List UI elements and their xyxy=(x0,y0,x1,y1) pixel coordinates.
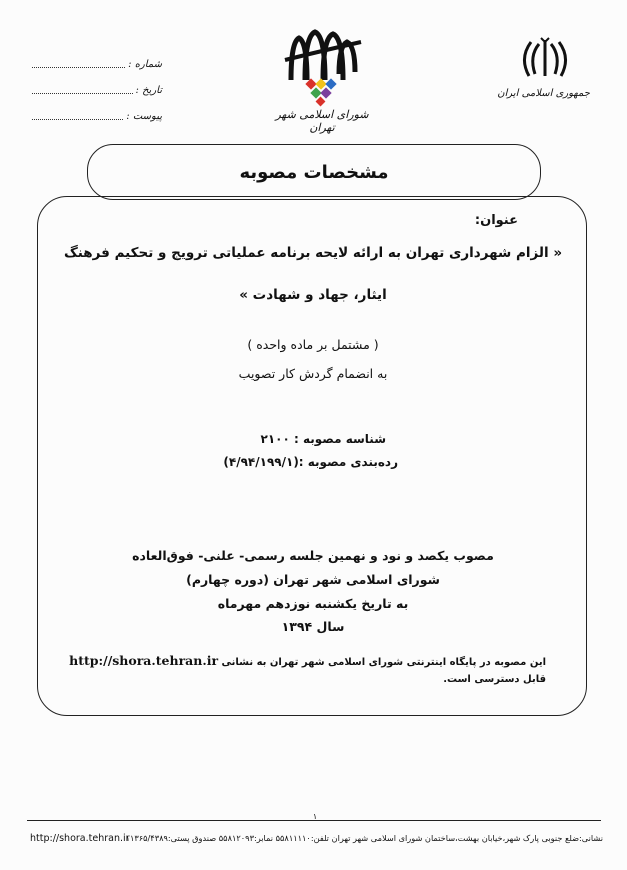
resolution-identifier: شناسه مصوبه : ۲۱۰۰ xyxy=(260,432,386,446)
approval-line-4: سال ۱۳۹۴ xyxy=(281,619,345,634)
number-field-line xyxy=(32,58,125,68)
council-logo-caption: شورای اسلامی شهر تهران xyxy=(275,108,369,134)
council-logo xyxy=(262,22,382,132)
availability-line xyxy=(65,653,546,668)
approval-line-3: به تاریخ یکشنبه نوزدهم مهرماه xyxy=(217,596,409,611)
iran-emblem-icon xyxy=(521,36,569,80)
approval-line-1: مصوب یکصد و نود و نهمین جلسه رسمی- علنی- فوق‌العاده xyxy=(132,548,494,563)
title-box xyxy=(87,144,541,200)
iran-emblem xyxy=(497,36,590,99)
availability-end: قابل دسترسی است. xyxy=(443,674,546,685)
page-number: ۱ xyxy=(312,812,318,821)
date-field xyxy=(32,70,162,96)
coverage-line-2: به انضمام گردش کار تصویب xyxy=(238,366,388,381)
content-box xyxy=(37,196,587,716)
council-logo-icon xyxy=(277,22,367,108)
approval-line-2: شورای اسلامی شهر تهران (دوره چهارم) xyxy=(186,572,440,587)
coverage-line-1: ( مشتمل بر ماده واحده ) xyxy=(247,337,379,352)
letter-fields xyxy=(32,44,162,122)
date-field-label: تاریخ : xyxy=(135,85,162,96)
subject-line-1: « الزام شهرداری تهران به ارائه لایحه برنامه عملیاتی ترویج و تحکیم فرهنگ xyxy=(63,245,563,261)
attachment-field-line xyxy=(32,110,123,120)
page-title: مشخصات مصوبه xyxy=(239,161,389,183)
date-field-line xyxy=(32,84,133,94)
footer-address: نشانی:ضلع جنوبی پارک شهر،خیابان بهشت،ساختمان شورای اسلامی شهر تهران تلفن:۵۵۸۱۱۱۱۰ نمابر:۵۵۸۱۲۰۹۳ صندوق پستی:۱۱۳۶۵/۴۳۸۹ xyxy=(125,833,603,843)
footer-divider xyxy=(27,820,601,821)
resolution-classification: رده‌بندی مصوبه :(۴/۹۴/۱۹۹/۱) xyxy=(223,455,398,469)
availability-text: این مصوبه در پایگاه اینترنتی شورای اسلامی شهر تهران به نشانی xyxy=(221,657,546,668)
number-field-label: شماره : xyxy=(128,59,162,70)
emblem-caption: جمهوری اسلامی ایران xyxy=(497,88,590,99)
number-field xyxy=(32,44,162,70)
footer-url[interactable]: http://shora.tehran.ir xyxy=(30,833,130,844)
attachment-field-label: پیوست : xyxy=(126,111,162,122)
attachment-field xyxy=(32,96,162,122)
subject-label: عنوان: xyxy=(474,213,518,228)
availability-url[interactable]: http://shora.tehran.ir xyxy=(69,653,219,668)
subject-line-2: ایثار، جهاد و شهادت » xyxy=(239,287,387,303)
